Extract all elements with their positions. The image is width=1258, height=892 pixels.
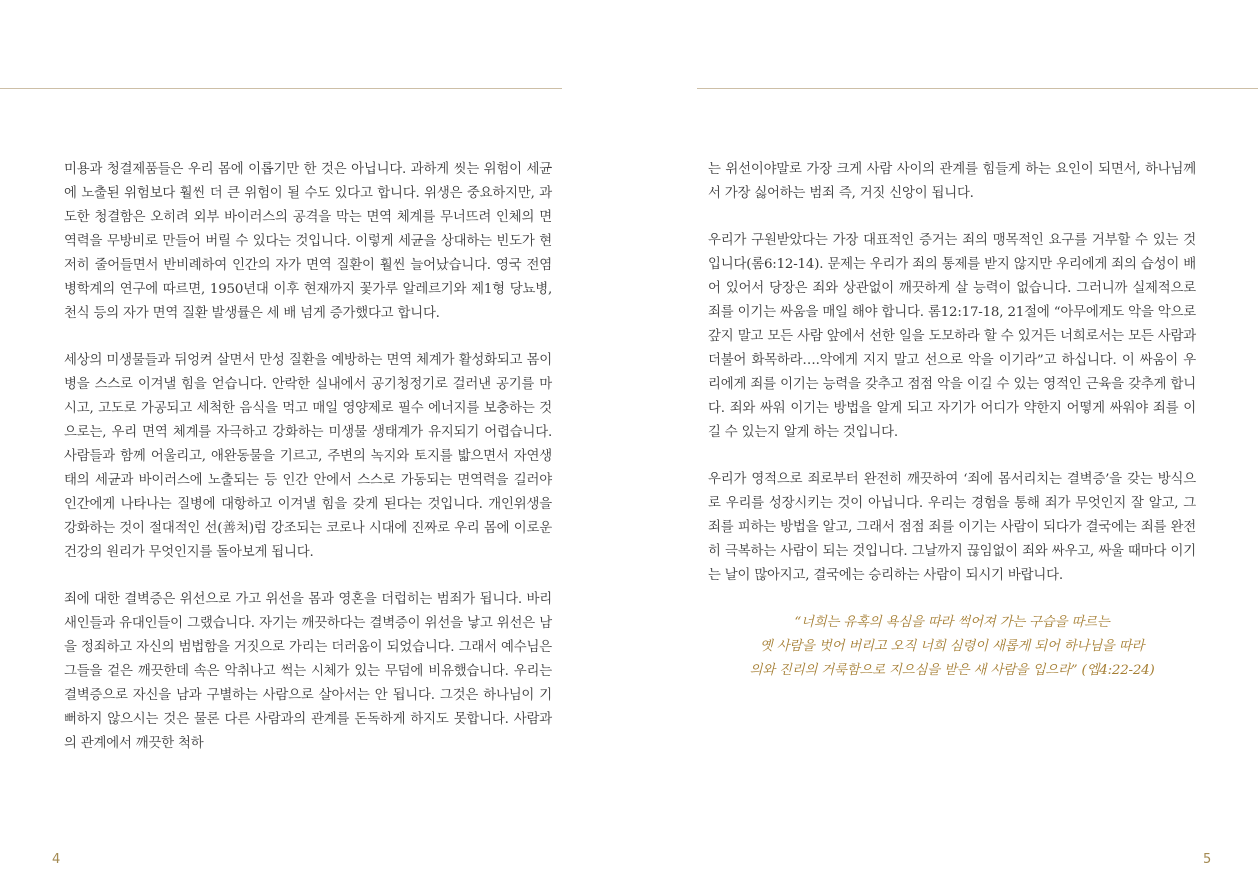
header-rule-left [0,88,562,89]
paragraph: 세상의 미생물들과 뒤엉켜 살면서 만성 질환을 예방하는 면역 체계가 활성화되고 몸이 병을 스스로 이겨낼 힘을 얻습니다. 안락한 실내에서 공기청정기로 걸러낸 공기를 마시고, 고도로 가공되고 세척한 음식을 먹고 매일 영양제로 필수 에너지를 보충하는 것으로는, 우리 면역 체계를 자극하고 강화하는 미생물 생태계가 유지되기 어렵습니다. 사람들과 함께 어울리고, 애완동물을 기르고, 주변의 녹지와 토지를 밟으면서 자연생태의 세균과 바이러스에 노출되는 등 인간 안에서 스스로 가동되는 면역력을 길러야 인간에게 나타나는 질병에 대항하고 이겨낼 힘을 갖게 된다는 것입니다. 개인위생을 강화하는 것이 절대적인 선(善처)럼 강조되는 코로나 시대에 진짜로 우리 몸에 이로운 건강의 원리가 무엇인지를 돌아보게 됩니다. [64,353,552,560]
paragraph: 우리가 영적으로 죄로부터 완전히 깨끗하여 ‘죄에 몸서리치는 결벽증’을 갖는 방식으로 우리를 성장시키는 것이 아닙니다. 우리는 경험을 통해 죄가 무엇인지 잘 알고, 그 죄를 피하는 방법을 알고, 그래서 점점 죄를 이기는 사람이 되다가 결국에는 죄를 완전히 극복하는 사람이 되는 것입니다. 그날까지 끊임없이 죄와 싸우고, 싸울 때마다 이기는 날이 많아지고, 결국에는 승리하는 사람이 되시기 바랍니다. [708,472,1196,583]
left-page-body [64,158,552,779]
quote-line: 옛 사람을 벗어 버리고 오직 너희 심령이 새롭게 되어 하나님을 따라 [759,639,1145,654]
paragraph: 죄에 대한 결벽증은 위선으로 가고 위선을 몸과 영혼을 더럽히는 범죄가 됩니다. 바리새인들과 유대인들이 그랬습니다. 자기는 깨끗하다는 결벽증이 위선을 낳고 위선은 남을 정죄하고 자신의 범법함을 거짓으로 가리는 더러움이 되었습니다. 그래서 예수님은 그들을 겉은 깨끗한데 속은 악취나고 썩는 시체가 있는 무덤에 비유했습니다. 우리는 결벽증으로 자신을 남과 구별하는 사람으로 살아서는 안 됩니다. 그것은 하나님이 기뻐하지 않으시는 것은 물론 다른 사람과의 관계를 돈독하게 하지도 못합니다. 사람과의 관계에서 깨끗한 척하 [64,592,552,751]
scripture-quote [708,611,1196,683]
paragraph: 미용과 청결제품들은 우리 몸에 이롭기만 한 것은 아닙니다. 과하게 씻는 위험이 세균에 노출된 위험보다 훨씬 더 큰 위험이 될 수도 있다고 합니다. 위생은 중요하지만, 과도한 청결함은 오히려 외부 바이러스의 공격을 막는 면역 체계를 무너뜨려 인체의 면역력을 무방비로 만들어 버릴 수 있다는 것입니다. 이렇게 세균을 상대하는 빈도가 현저히 줄어들면서 반비례하여 인간의 자가 면역 질환이 훨씬 늘어났습니다. 영국 전염병학계의 연구에 따르면, 1950년대 이후 현재까지 꽃가루 알레르기와 제1형 당뇨병, 천식 등의 자가 면역 질환 발생률은 세 배 넘게 증가했다고 합니다. [64,162,552,321]
header-rule-right [697,88,1258,89]
quote-line: 의와 진리의 거룩함으로 지으심을 받은 새 사람을 입으라” (엡4:22-24) [749,663,1155,678]
right-page-body [708,158,1196,683]
page-number-left: 4 [52,852,61,867]
page-number-right: 5 [1203,852,1212,867]
paragraph: 우리가 구원받았다는 가장 대표적인 증거는 죄의 맹목적인 요구를 거부할 수 있는 것입니다(롬6:12-14). 문제는 우리가 죄의 통제를 받지 않지만 우리에게 죄의 습성이 배어 있어서 당장은 죄와 상관없이 깨끗하게 살 능력이 없습니다. 그러니까 실제적으로 죄를 이기는 싸움을 매일 해야 합니다. 롬12:17-18, 21절에 “아무에게도 악을 악으로 갚지 말고 모든 사람 앞에서 선한 일을 도모하라 할 수 있거든 너희로서는 모든 사람과 더불어 화목하라….악에게 지지 말고 선으로 악을 이기라”고 하십니다. 이 싸움이 우리에게 죄를 이기는 능력을 갖추고 점점 악을 이길 수 있는 영적인 근육을 갖추게 합니다. 죄와 싸워 이기는 방법을 알게 되고 자기가 어디가 약한지 어떻게 싸워야 죄를 이길 수 있는지 알게 하는 것입니다. [708,233,1196,440]
quote-line: “너희는 유혹의 욕심을 따라 썩어져 가는 구습을 따르는 [794,615,1110,630]
paragraph: 는 위선이야말로 가장 크게 사람 사이의 관계를 힘들게 하는 요인이 되면서, 하나님께서 가장 싫어하는 범죄 즉, 거짓 신앙이 됩니다. [708,162,1196,201]
